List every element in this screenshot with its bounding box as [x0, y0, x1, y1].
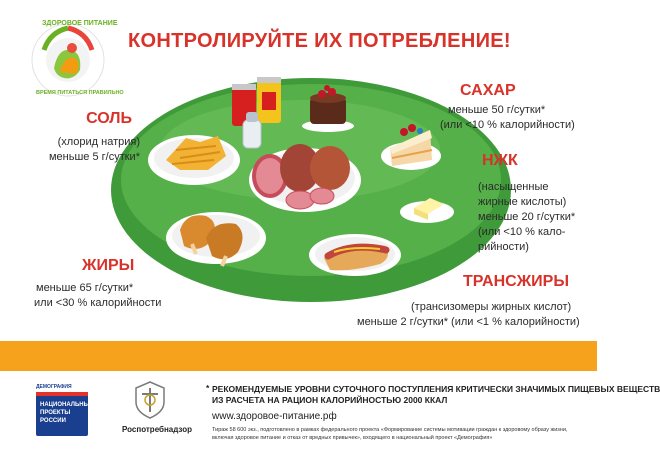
footer-note-line-1: РЕКОМЕНДУЕМЫЕ УРОВНИ СУТОЧНОГО ПОСТУПЛЕНИЯ КРИТИЧЕСКИ ЗНАЧИМЫХ ПИЩЕВЫХ ВЕЩЕСТВ	[212, 384, 660, 394]
sugar-line-2: (или <10 % калорийности)	[440, 119, 575, 131]
sfa-title: НЖК	[482, 152, 518, 169]
logo-top-text: ЗДОРОВОЕ ПИТАНИЕ	[42, 20, 118, 27]
fats-title: ЖИРЫ	[82, 257, 135, 274]
demography-stripe-red	[36, 392, 88, 396]
sfa-line-4: (или <10 % кало-	[478, 226, 566, 238]
sfa-line-3: меньше 20 г/сутки*	[478, 211, 576, 223]
footer-asterisk: *	[206, 383, 210, 393]
sfa-line-5: рийности)	[478, 241, 529, 253]
sugar-line-1: меньше 50 г/сутки*	[448, 104, 546, 116]
page-title: КОНТРОЛИРУЙТЕ ИХ ПОТРЕБЛЕНИЕ!	[128, 30, 511, 52]
demography-line-2: ПРОЕКТЫ	[40, 410, 71, 416]
rospotrebnadzor-emblem	[130, 378, 170, 420]
trans-line-1: (трансизомеры жирных кислот)	[411, 301, 572, 313]
demography-caption: ДЕМОГРАФИЯ	[36, 384, 72, 390]
demography-badge	[36, 392, 94, 436]
demography-line-3: РОССИИ	[40, 418, 66, 424]
fats-line-2: или <30 % калорийности	[34, 297, 162, 309]
sfa-line-1: (насыщенные	[478, 181, 549, 193]
rospotrebnadzor-label: Роспотребнадзор	[122, 425, 192, 434]
salt-title: СОЛЬ	[86, 110, 132, 127]
sugar-title: САХАР	[460, 82, 516, 99]
footer-url[interactable]: www.здоровое-питание.рф	[212, 411, 337, 422]
logo-bottom-text: ВРЕМЯ ПИТАТЬСЯ ПРАВИЛЬНО	[36, 90, 124, 96]
footer-small-line-1: Тираж 58 600 экз., подготовлено в рамках федерального проекта «Формирование системы мотивации граждан к здоровому образу жизни,	[212, 427, 568, 433]
footer-small-line-2: включая здоровое питание и отказ от вредных привычек», входящего в национальный проект «Демография»	[212, 435, 493, 441]
orange-band	[0, 341, 597, 371]
fries-plate	[148, 135, 240, 185]
salt-line-2: меньше 5 г/сутки*	[48, 151, 140, 163]
salt-line-1: (хлорид натрия)	[57, 136, 140, 148]
trans-title: ТРАНСЖИРЫ	[463, 273, 569, 290]
hotdog-plate	[309, 234, 401, 276]
footer-note-line-2: ИЗ РАСЧЕТА НА РАЦИОН КАЛОРИЙНОСТЬЮ 2000 ККАЛ	[212, 395, 448, 405]
trans-line-2: меньше 2 г/сутки* (или <1 % калорийности)	[357, 316, 580, 328]
fats-line-1: меньше 65 г/сутки*	[36, 282, 134, 294]
sfa-line-2: жирные кислоты)	[478, 196, 567, 208]
demography-line-1: НАЦИОНАЛЬНЫЕ	[40, 402, 94, 408]
demography-logo	[32, 384, 94, 440]
